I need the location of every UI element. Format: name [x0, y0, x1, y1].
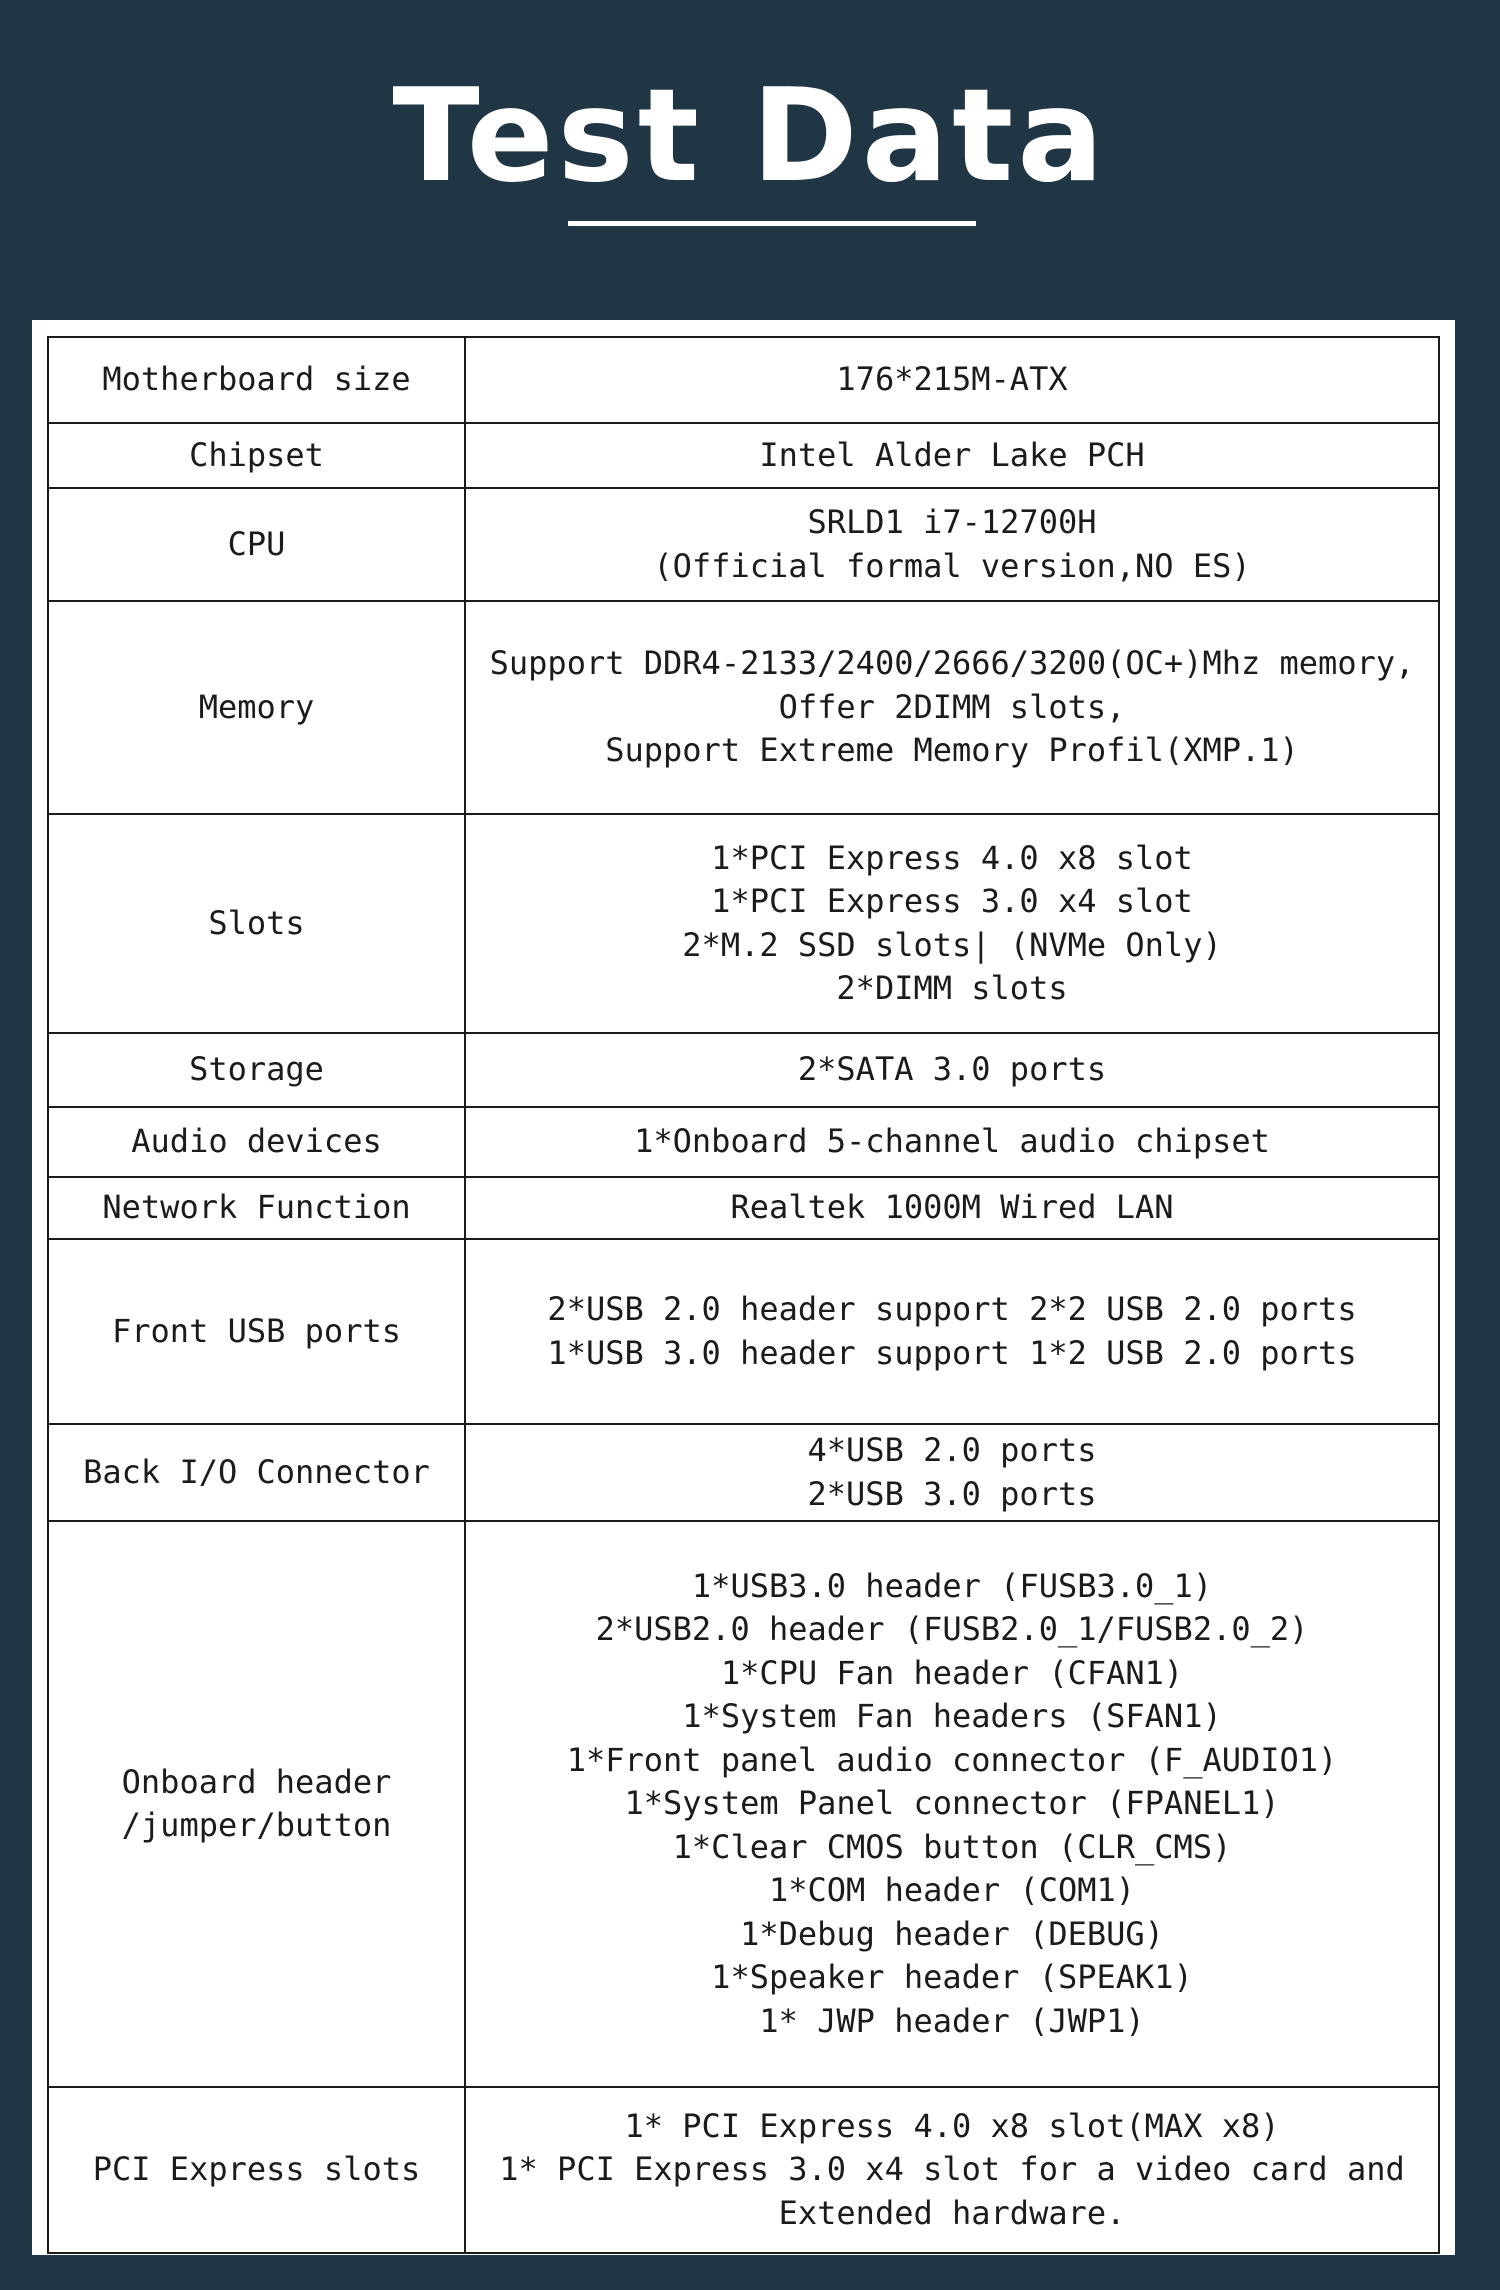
spec-value-cell [465, 2087, 1439, 2253]
spec-label-cell [48, 337, 465, 423]
spec-value-cell [465, 601, 1439, 814]
spec-value-line: 1*CPU Fan header (CFAN1) [720, 1653, 1184, 1692]
spec-value-line: 1*System Fan headers (SFAN1) [682, 1697, 1222, 1736]
spec-row [48, 814, 1439, 1033]
spec-label-line: /jumper/button [121, 1806, 392, 1844]
spec-label-cell [48, 814, 465, 1033]
spec-panel [32, 320, 1455, 2255]
spec-value-line: 2*M.2 SSD slots| (NVMe Only) [682, 925, 1222, 964]
spec-value-line: 2*DIMM slots [836, 969, 1068, 1007]
spec-label-cell [48, 1033, 465, 1107]
spec-row [48, 601, 1439, 814]
spec-row [48, 1107, 1439, 1177]
spec-value-cell [465, 1239, 1439, 1424]
spec-value-cell [465, 1521, 1439, 2087]
spec-value-line: Support DDR4-2133/2400/2666/3200(OC+)Mhz memory, [489, 644, 1415, 683]
spec-value-line: 1*USB 3.0 header support 1*2 USB 2.0 ports [547, 1333, 1357, 1372]
spec-label-cell [48, 1424, 465, 1521]
spec-value-line: 2*SATA 3.0 ports [797, 1050, 1107, 1089]
spec-value-line: 1* JWP header (JWP1) [759, 2001, 1145, 2040]
spec-value-line: 1*Onboard 5-channel audio chipset [634, 1122, 1270, 1161]
spec-label-line: Onboard header [121, 1762, 392, 1801]
spec-row [48, 2087, 1439, 2253]
spec-label-cell [48, 1107, 465, 1177]
spec-table-body [48, 337, 1439, 2253]
spec-value-line: Intel Alder Lake PCH [759, 435, 1145, 474]
spec-row [48, 1177, 1439, 1239]
spec-value-line: Support Extreme Memory Profil(XMP.1) [605, 731, 1299, 770]
spec-value-cell [465, 1033, 1439, 1107]
spec-label-cell [48, 1177, 465, 1239]
spec-value-line: 2*USB 3.0 ports [807, 1474, 1097, 1513]
spec-value-line: Realtek 1000M Wired LAN [730, 1188, 1174, 1227]
spec-row [48, 488, 1439, 601]
spec-value-line: 1* PCI Express 3.0 x4 slot for a video card and [499, 2150, 1405, 2189]
spec-label-line: Network Function [102, 1188, 411, 1227]
spec-value-line: 1*System Panel connector (FPANEL1) [624, 1784, 1280, 1823]
spec-value-line: 1*USB3.0 header (FUSB3.0_1) [691, 1566, 1213, 1605]
spec-value-line: Extended hardware. [778, 2193, 1126, 2232]
page-title: Test Data [392, 62, 1108, 211]
spec-label-line: PCI Express slots [92, 2150, 421, 2189]
spec-label-line: Slots [208, 903, 305, 942]
spec-value-line: 4*USB 2.0 ports [807, 1431, 1097, 1469]
spec-value-line: 2*USB2.0 header (FUSB2.0_1/FUSB2.0_2) [595, 1610, 1309, 1649]
spec-value-cell [465, 488, 1439, 601]
spec-value-line: 1*COM header (COM1) [768, 1871, 1136, 1910]
spec-value-line: 1*Front panel audio connector (F_AUDIO1) [566, 1740, 1338, 1779]
spec-label-line: Front USB ports [112, 1311, 401, 1350]
spec-value-cell [465, 337, 1439, 423]
spec-table [47, 336, 1440, 2254]
page-header [0, 0, 1500, 320]
spec-value-line: 1*Speaker header (SPEAK1) [711, 1958, 1193, 1997]
spec-row [48, 1239, 1439, 1424]
spec-value-line: 1* PCI Express 4.0 x8 slot(MAX x8) [624, 2106, 1280, 2145]
spec-value-line: (Official formal version,NO ES) [653, 546, 1251, 585]
spec-label-line: Back I/O Connector [83, 1452, 430, 1491]
spec-value-line: 1*PCI Express 4.0 x8 slot [711, 838, 1193, 877]
spec-label-cell [48, 488, 465, 601]
spec-value-line: 1*PCI Express 3.0 x4 slot [711, 882, 1193, 920]
spec-label-cell [48, 423, 465, 488]
title-underline [568, 221, 976, 226]
spec-row [48, 337, 1439, 423]
spec-row [48, 1521, 1439, 2087]
spec-label-line: Audio devices [131, 1122, 382, 1161]
spec-label-cell [48, 2087, 465, 2253]
spec-value-cell [465, 1177, 1439, 1239]
spec-value-line: 1*Clear CMOS button (CLR_CMS) [672, 1827, 1232, 1866]
spec-value-line: 1*Debug header (DEBUG) [740, 1914, 1164, 1953]
spec-label-line: CPU [227, 524, 286, 563]
spec-label-cell [48, 601, 465, 814]
spec-value-cell [465, 423, 1439, 488]
spec-value-line: 2*USB 2.0 header support 2*2 USB 2.0 ports [547, 1290, 1357, 1328]
spec-label-line: Storage [189, 1050, 324, 1089]
spec-row [48, 423, 1439, 488]
spec-label-cell [48, 1239, 465, 1424]
spec-label-cell [48, 1521, 465, 2087]
spec-label-line: Chipset [189, 435, 324, 474]
spec-label-line: Motherboard size [102, 360, 411, 399]
spec-value-cell [465, 814, 1439, 1033]
spec-row [48, 1424, 1439, 1521]
spec-row [48, 1033, 1439, 1107]
spec-value-line: 176*215M-ATX [836, 360, 1068, 399]
spec-value-line: SRLD1 i7-12700H [807, 503, 1097, 541]
spec-value-line: Offer 2DIMM slots, [778, 687, 1126, 726]
spec-value-cell [465, 1107, 1439, 1177]
spec-value-cell [465, 1424, 1439, 1521]
spec-label-line: Memory [198, 687, 315, 726]
